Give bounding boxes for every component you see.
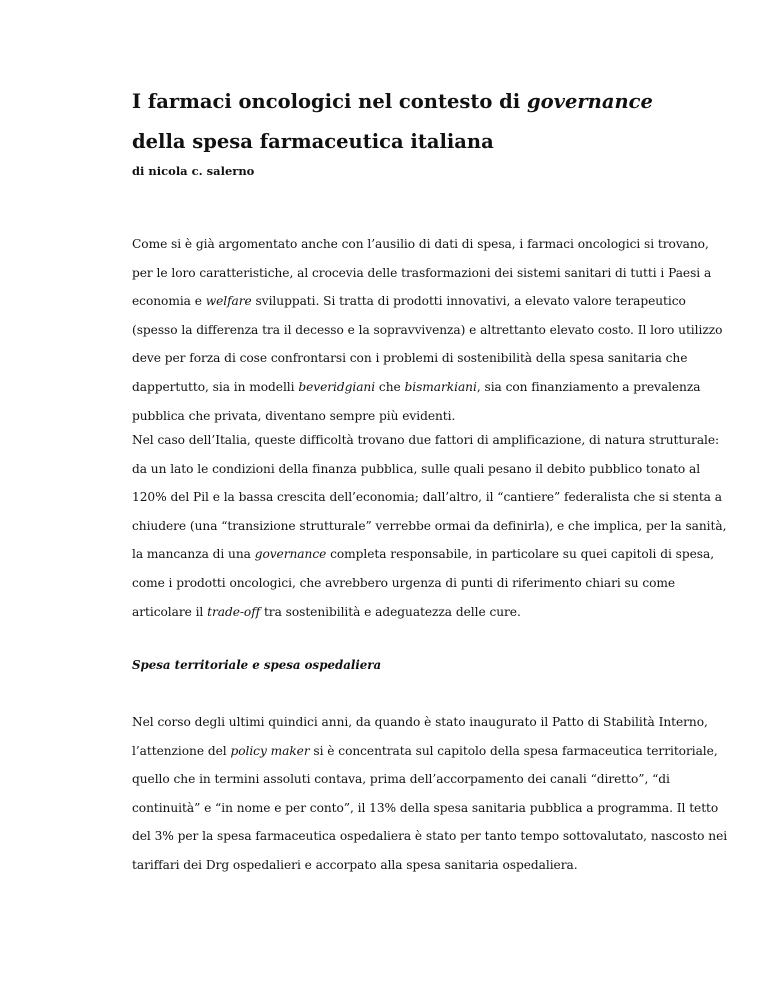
text-line: l’attenzione del policy maker si è concentrata sul capitolo della spesa farmaceutica territoriale,	[132, 743, 718, 758]
text-line: continuità” e “in nome e per conto”, il 13% della spesa sanitaria pubblica a programma. Il tetto	[132, 800, 719, 815]
text-line: Nel caso dell’Italia, queste difficoltà trovano due fattori di amplificazione, di natura strutturale:	[132, 433, 720, 447]
text-line: come i prodotti oncologici, che avrebbero urgenza di punti di riferimento chiari su come	[132, 575, 676, 590]
title-line2: della spesa farmaceutica italiana	[132, 130, 494, 153]
title-line1: I farmaci oncologici nel contesto di governance	[132, 90, 653, 113]
text-line: tariffari dei Drg ospedalieri e accorpato alla spesa sanitaria ospedaliera.	[132, 857, 578, 872]
section-heading: Spesa territoriale e spesa ospedaliera	[132, 658, 382, 672]
text-line: (spesso la differenza tra il decesso e la sopravvivenza) e altrettanto elevato costo. Il loro utilizzo	[132, 322, 723, 337]
text-line: economia e welfare sviluppati. Si tratta di prodotti innovativi, a elevato valore terapeutico	[132, 294, 686, 309]
text-line: la mancanza di una governance completa responsabile, in particolare su quei capitoli di spesa,	[132, 547, 715, 562]
text-line: Come si è già argomentato anche con l’ausilio di dati di spesa, i farmaci oncologici si trovano,	[132, 237, 709, 251]
text-line: da un lato le condizioni della finanza pubblica, sulle quali pesano il debito pubblico tonato al	[132, 461, 701, 476]
text-line: pubblica che privata, diventano sempre più evidenti.	[132, 408, 456, 423]
author-byline: di nicola c. salerno	[132, 164, 255, 178]
text-line: dappertutto, sia in modelli beveridgiani che bismarkiani, sia con finanziamento a prevalenza	[132, 379, 701, 394]
text-line: del 3% per la spesa farmaceutica ospedaliera è stato per tanto tempo sottovalutato, nascosto nei	[132, 829, 728, 844]
paragraph-spending	[132, 708, 728, 880]
paragraph-intro	[132, 230, 723, 430]
text-line: chiudere (una “transizione strutturale” verrebbe ormai da definirla), e che implica, per la sanità,	[132, 518, 727, 533]
text-line: 120% del Pil e la bassa crescita dell’economia; dall’altro, il “cantiere” federalista che si stenta a	[132, 490, 722, 505]
document-title	[132, 82, 653, 162]
text-line: per le loro caratteristiche, al crocevia delle trasformazioni dei sistemi sanitari di tutti i Paesi a	[132, 265, 712, 280]
text-line: articolare il trade-off tra sostenibilità e adeguatezza delle cure.	[132, 604, 521, 619]
text-line: deve per forza di cose confrontarsi con i problemi di sostenibilità della spesa sanitaria che	[132, 351, 688, 366]
text-line: quello che in termini assoluti contava, prima dell’accorpamento dei canali “diretto”, “di	[132, 772, 670, 787]
paragraph-italy	[132, 426, 727, 626]
text-line: Nel corso degli ultimi quindici anni, da quando è stato inaugurato il Patto di Stabilità Interno,	[132, 715, 708, 729]
